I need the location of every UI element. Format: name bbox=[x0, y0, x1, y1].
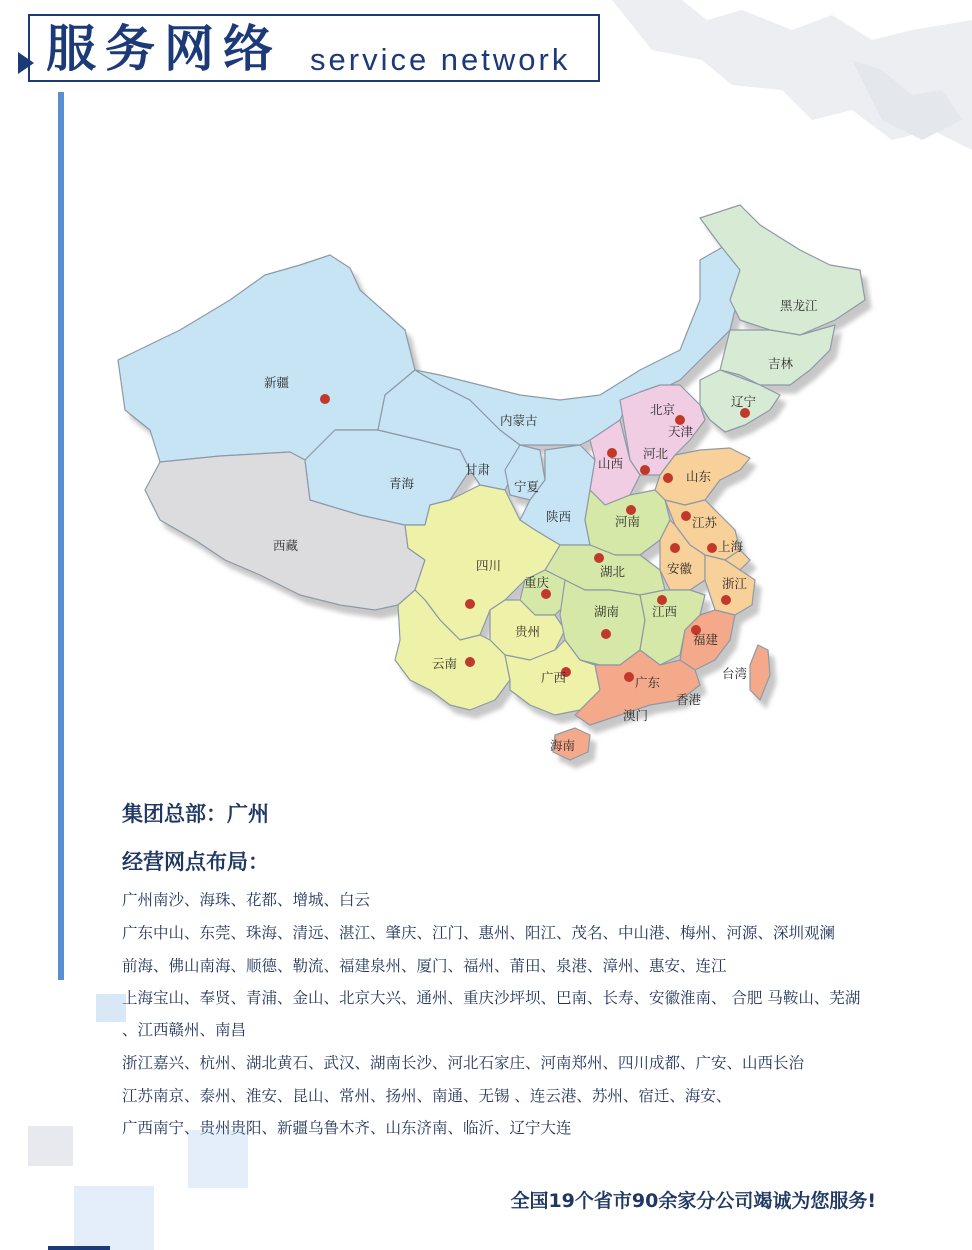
label-sichuan: 四川 bbox=[476, 558, 502, 573]
region-taiwan bbox=[750, 645, 770, 700]
label-shanxi: 山西 bbox=[598, 456, 624, 471]
marker-chongqing bbox=[541, 589, 551, 599]
label-aomen: 澳门 bbox=[623, 708, 649, 723]
label-xizang: 西藏 bbox=[273, 538, 299, 553]
marker-xinjiang bbox=[320, 394, 330, 404]
label-qinghai: 青海 bbox=[389, 476, 415, 491]
network-line: 上海宝山、奉贤、青浦、金山、北京大兴、通州、重庆沙坪坝、巴南、长寿、安徽淮南、 合肥 马鞍山、芜湖 bbox=[122, 989, 861, 1007]
marker-yunnan bbox=[465, 657, 475, 667]
marker-hubei bbox=[594, 553, 604, 563]
label-shaanxi: 陕西 bbox=[546, 509, 572, 524]
label-tianjin: 天津 bbox=[668, 424, 694, 439]
marker-sichuan bbox=[465, 599, 475, 609]
label-guizhou: 贵州 bbox=[515, 624, 541, 639]
marker-zhejiang bbox=[721, 595, 731, 605]
marker-liaoning bbox=[740, 408, 750, 418]
network-line: 浙江嘉兴、杭州、湖北黄石、武汉、湖南长沙、河北石家庄、河南郑州、四川成都、广安、山西长治 bbox=[122, 1054, 805, 1072]
label-shandong: 山东 bbox=[686, 469, 712, 484]
label-guangdong: 广东 bbox=[635, 675, 661, 690]
label-xianggang: 香港 bbox=[676, 692, 702, 707]
label-hunan: 湖南 bbox=[594, 604, 620, 619]
label-liaoning: 辽宁 bbox=[731, 394, 757, 409]
label-anhui: 安徽 bbox=[667, 561, 693, 576]
label-jiangsu: 江苏 bbox=[692, 515, 718, 530]
network-line: 江苏南京、泰州、淮安、昆山、常州、扬州、南通、无锡 、连云港、苏州、宿迁、海安、 bbox=[122, 1087, 732, 1105]
marker-jiangsu bbox=[681, 511, 691, 521]
network-heading: 经营网点布局： bbox=[122, 850, 269, 874]
label-chongqing: 重庆 bbox=[524, 575, 550, 590]
label-fujian: 福建 bbox=[693, 632, 719, 647]
page-title: 服务网络 bbox=[46, 20, 282, 78]
label-xinjiang: 新疆 bbox=[264, 375, 290, 390]
network-line: 广西南宁、贵州贵阳、新疆乌鲁木齐、山东济南、临沂、辽宁大连 bbox=[122, 1119, 572, 1137]
page-subtitle: service network bbox=[310, 42, 571, 77]
network-line: 广东中山、东莞、珠海、清远、湛江、肇庆、江门、惠州、阳江、茂名、中山港、梅州、河源、深圳观澜 bbox=[122, 924, 836, 942]
label-jilin: 吉林 bbox=[768, 356, 794, 371]
label-shanghai: 上海 bbox=[718, 539, 744, 554]
label-jiangxi: 江西 bbox=[652, 604, 678, 619]
marker-guangdong bbox=[624, 672, 634, 682]
label-heilongjiang: 黑龙江 bbox=[780, 298, 818, 313]
label-hebei: 河北 bbox=[643, 446, 669, 461]
label-ningxia: 宁夏 bbox=[514, 479, 540, 494]
headquarters-text: 集团总部：广州 bbox=[122, 802, 269, 826]
label-hubei: 湖北 bbox=[600, 564, 626, 579]
network-line: 、江西赣州、南昌 bbox=[122, 1021, 247, 1039]
network-line: 前海、佛山南海、顺德、勒流、福建泉州、厦门、福州、莆田、泉港、漳州、惠安、连江 bbox=[122, 957, 727, 975]
label-zhejiang: 浙江 bbox=[722, 576, 748, 591]
marker-shandong bbox=[663, 473, 673, 483]
marker-hebei bbox=[640, 465, 650, 475]
label-gansu: 甘肃 bbox=[465, 462, 491, 477]
label-taiwan: 台湾 bbox=[722, 666, 748, 681]
label-hainan: 海南 bbox=[550, 738, 576, 753]
label-guangxi: 广西 bbox=[541, 670, 567, 685]
marker-anhui bbox=[670, 543, 680, 553]
label-yunnan: 云南 bbox=[432, 656, 458, 671]
bottom-accent-bar bbox=[48, 1246, 110, 1250]
label-beijing: 北京 bbox=[650, 402, 676, 417]
network-line: 广州南沙、海珠、花都、增城、白云 bbox=[122, 891, 371, 909]
label-henan: 河南 bbox=[615, 514, 641, 529]
marker-hunan bbox=[601, 629, 611, 639]
footer-slogan: 全国19个省市90余家分公司竭诚为您服务! bbox=[510, 1190, 876, 1212]
marker-shanghai bbox=[707, 543, 717, 553]
label-neimenggu: 内蒙古 bbox=[500, 413, 538, 428]
